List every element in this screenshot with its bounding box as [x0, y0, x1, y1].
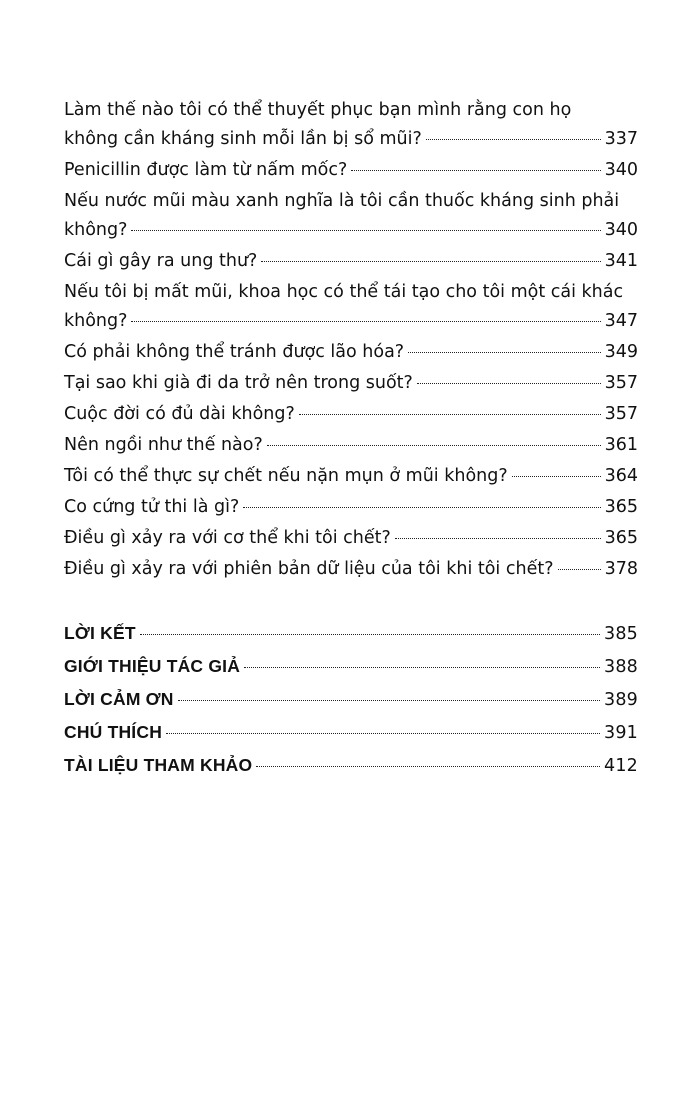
dot-leader: [178, 700, 600, 701]
toc-page-number: 347: [604, 311, 638, 331]
dot-leader: [267, 445, 601, 446]
table-of-contents: [64, 96, 638, 781]
dot-leader: [256, 766, 600, 767]
dot-leader: [244, 667, 600, 668]
toc-entry-title: Penicillin được làm từ nấm mốc?: [64, 160, 348, 180]
toc-entry: [64, 462, 638, 491]
dot-leader: [417, 383, 601, 384]
dot-leader: [140, 634, 600, 635]
toc-page-number: 340: [604, 220, 638, 240]
dot-leader: [351, 170, 600, 171]
toc-section-title: LỜI KẾT: [64, 623, 136, 643]
toc-page-number: 361: [604, 435, 638, 455]
toc-section-entry: [64, 651, 638, 682]
dot-leader: [299, 414, 601, 415]
toc-section-entry: [64, 618, 638, 649]
dot-leader: [243, 507, 600, 508]
toc-section-entry: [64, 750, 638, 781]
dot-leader: [131, 230, 600, 231]
toc-entry-title: Nên ngồi như thế nào?: [64, 435, 263, 455]
toc-section-entry: [64, 684, 638, 715]
toc-entry: [64, 555, 638, 584]
toc-entry-title: Điều gì xảy ra với cơ thể khi tôi chết?: [64, 528, 391, 548]
toc-page-number: 340: [604, 160, 638, 180]
toc-page-number: 412: [603, 756, 638, 776]
toc-entry: [64, 338, 638, 367]
toc-page-number: 391: [603, 723, 638, 743]
toc-entry-title: không?: [64, 220, 128, 240]
toc-entry-title-line1: Nếu tôi bị mất mũi, khoa học có thể tái tạo cho tôi một cái khác: [64, 282, 624, 302]
dot-leader: [558, 569, 601, 570]
toc-page-number: 337: [604, 129, 638, 149]
dot-leader: [131, 321, 600, 322]
dot-leader: [395, 538, 601, 539]
toc-page-number: 357: [604, 373, 638, 393]
toc-page-number: 357: [604, 404, 638, 424]
toc-entry-title-line1: Nếu nước mũi màu xanh nghĩa là tôi cần thuốc kháng sinh phải: [64, 191, 620, 211]
toc-section-title: CHÚ THÍCH: [64, 722, 163, 742]
toc-page-number: 388: [603, 657, 638, 677]
toc-entry-title: Tôi có thể thực sự chết nếu nặn mụn ở mũi không?: [64, 466, 508, 486]
toc-entry: [64, 247, 638, 276]
toc-page-number: 385: [603, 624, 638, 644]
dot-leader: [512, 476, 601, 477]
toc-entry: [64, 187, 638, 245]
toc-entry-title: Co cứng tử thi là gì?: [64, 497, 240, 517]
toc-entry: [64, 96, 638, 154]
toc-entry: [64, 493, 638, 522]
toc-entry: [64, 524, 638, 553]
toc-page-number: 365: [604, 528, 638, 548]
toc-entry-title: Cái gì gây ra ung thư?: [64, 251, 258, 271]
toc-page-number: 365: [604, 497, 638, 517]
dot-leader: [261, 261, 600, 262]
toc-entry: [64, 400, 638, 429]
toc-page-number: 378: [604, 559, 638, 579]
toc-entry-title: không?: [64, 311, 128, 331]
toc-entry-title: không cần kháng sinh mỗi lần bị sổ mũi?: [64, 129, 422, 149]
toc-page-number: 389: [603, 690, 638, 710]
dot-leader: [408, 352, 600, 353]
toc-entry: [64, 431, 638, 460]
toc-entry-title: Cuộc đời có đủ dài không?: [64, 404, 295, 424]
toc-entry-title: Điều gì xảy ra với phiên bản dữ liệu của tôi khi tôi chết?: [64, 559, 554, 579]
toc-page-number: 349: [604, 342, 638, 362]
toc-section-title: LỜI CẢM ƠN: [64, 689, 174, 709]
toc-entry-title: Tại sao khi già đi da trở nên trong suốt?: [64, 373, 413, 393]
dot-leader: [426, 139, 601, 140]
toc-page-number: 341: [604, 251, 638, 271]
dot-leader: [166, 733, 600, 734]
toc-entry-title-line1: Làm thế nào tôi có thể thuyết phục bạn mình rằng con họ: [64, 100, 572, 120]
toc-page-number: 364: [604, 466, 638, 486]
toc-entry: [64, 369, 638, 398]
toc-section-title: TÀI LIỆU THAM KHẢO: [64, 755, 253, 775]
toc-section-entry: [64, 717, 638, 748]
toc-entry-title: Có phải không thể tránh được lão hóa?: [64, 342, 405, 362]
toc-section-title: GIỚI THIỆU TÁC GIẢ: [64, 656, 241, 676]
section-gap: [64, 584, 638, 618]
toc-entry: [64, 278, 638, 336]
toc-entry: [64, 156, 638, 185]
